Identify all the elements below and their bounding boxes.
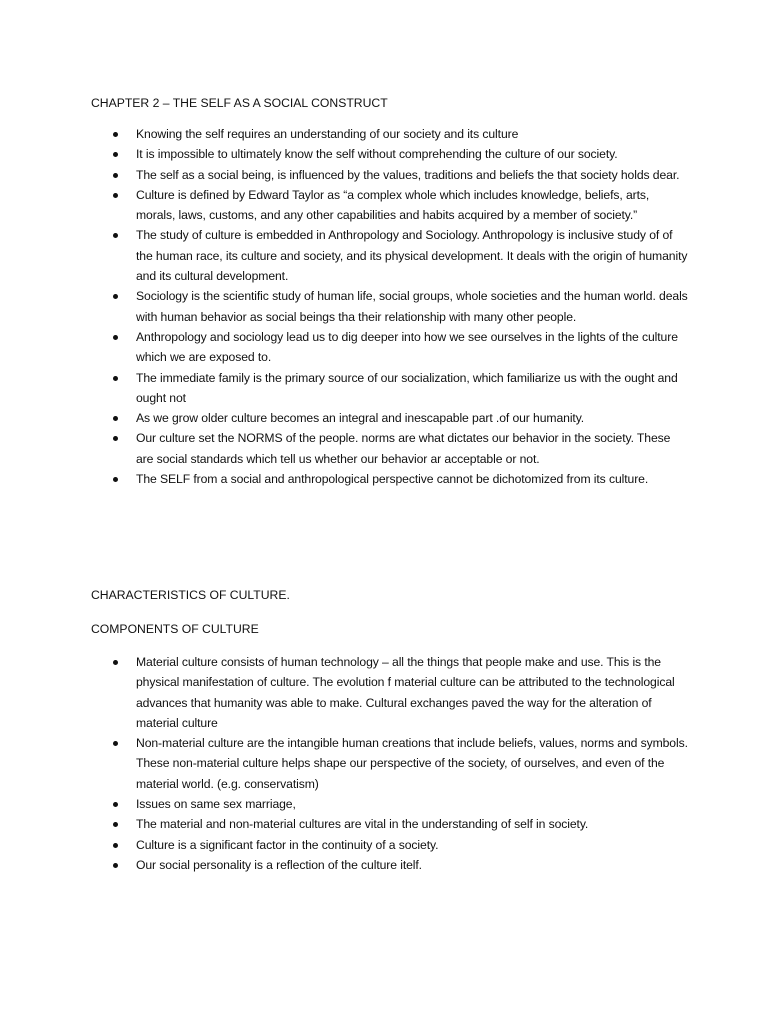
bullet-icon (113, 660, 118, 665)
bullet-icon (113, 193, 118, 198)
list-item (0, 286, 688, 327)
self-bullet-list (0, 124, 768, 489)
list-item-text: The material and non-material cultures are vital in the understanding of self in society. (136, 817, 589, 832)
bullet-icon (113, 376, 118, 381)
list-item (0, 368, 688, 409)
list-item (0, 814, 688, 834)
bullet-icon (113, 173, 118, 178)
list-item-text: Knowing the self requires an understanding of our society and its culture (136, 127, 519, 141)
bullet-icon (113, 294, 118, 299)
list-item (0, 144, 688, 164)
list-item-text: Sociology is the scientific study of human life, social groups, whole societies and the human world. deals with human behavior as social beings tha their relationship with many other people. (136, 289, 688, 324)
bullet-icon (113, 152, 118, 157)
bullet-icon (113, 863, 118, 868)
list-item-text: Anthropology and sociology lead us to dig deeper into how we see ourselves in the lights of the culture which we are exposed to. (136, 329, 678, 365)
list-item-text: It is impossible to ultimately know the self without comprehending the culture of our society. (136, 147, 618, 162)
list-item-text: Culture is defined by Edward Taylor as “a complex whole which includes knowledge, beliefs, arts, morals, laws, customs, and any other capabilities and habits acquired by a member of society.” (136, 187, 650, 223)
list-item-text: Material culture consists of human technology – all the things that people make and use. This is the physical manifestation of culture. The evolution f material culture can be attributed to the technological advances that humanity was able to make. Cultural exchanges paved the way for the alteration of material culture (136, 655, 675, 730)
bullet-icon (113, 416, 118, 421)
bullet-icon (113, 741, 118, 746)
list-item (0, 652, 688, 733)
list-item (0, 855, 688, 875)
list-item (0, 794, 688, 814)
list-item-text: Our culture set the NORMS of the people. norms are what dictates our behavior in the society. These are social standards which tell us whether our behavior ar acceptable or not. (136, 431, 671, 466)
list-item (0, 408, 688, 428)
list-item (0, 469, 688, 489)
bullet-icon (113, 436, 118, 441)
list-item-text: Issues on same sex marriage, (136, 797, 296, 812)
bullet-icon (113, 802, 118, 807)
bullet-icon (113, 843, 118, 848)
list-item-text: The study of culture is embedded in Anthropology and Sociology. Anthropology is inclusive study of of the human race, its culture and society, and its physical development. It deals with the origin of humanity and its cultural development. (136, 228, 688, 284)
bullet-icon (113, 477, 118, 482)
list-item (0, 733, 688, 794)
bullet-icon (113, 233, 118, 238)
list-item-text: The self as a social being, is influenced by the values, traditions and beliefs the that society holds dear. (136, 167, 680, 182)
list-item-text: Non-material culture are the intangible human creations that include beliefs, values, norms and symbols. These non-material culture helps shape our perspective of the society, of ourselves, and even of the material world. (e.g. conservatism) (136, 736, 688, 791)
list-item-text: The immediate family is the primary source of our socialization, which familiarize us with the ought and ought not (136, 370, 678, 405)
list-item (0, 124, 688, 144)
characteristics-heading: CHARACTERISTICS OF CULTURE. (91, 588, 290, 602)
bullet-icon (113, 132, 118, 137)
list-item (0, 185, 688, 226)
list-item-text: The SELF from a social and anthropological perspective cannot be dichotomized from its culture. (136, 472, 649, 487)
list-item (0, 835, 688, 855)
list-item-text: Culture is a significant factor in the continuity of a society. (136, 837, 439, 852)
chapter-title: CHAPTER 2 – THE SELF AS A SOCIAL CONSTRUCT (91, 96, 388, 110)
list-item (0, 225, 688, 286)
bullet-icon (113, 335, 118, 340)
list-item (0, 327, 688, 368)
list-item-text: As we grow older culture becomes an integral and inescapable part .of our humanity. (136, 411, 585, 426)
bullet-icon (113, 822, 118, 827)
list-item-text: Our social personality is a reflection of the culture itelf. (136, 857, 422, 872)
components-bullet-list (0, 652, 768, 875)
list-item (0, 165, 688, 185)
components-heading: COMPONENTS OF CULTURE (91, 622, 259, 636)
list-item (0, 428, 688, 469)
